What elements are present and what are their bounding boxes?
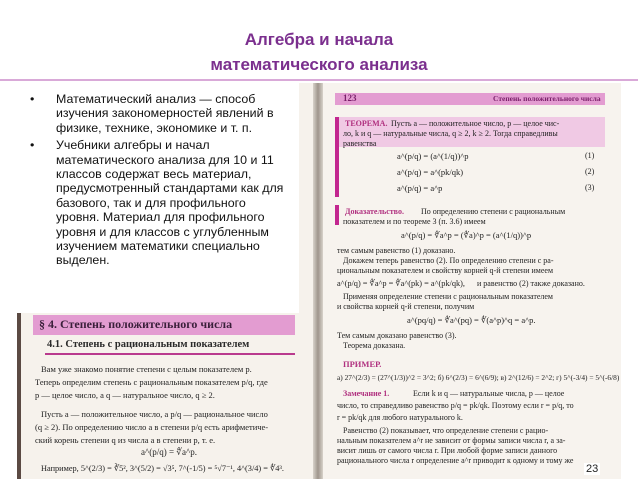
proof-text-6: и равенство (2) также доказано. bbox=[477, 279, 585, 288]
proof-text-7: Применяя определение степени с рациональным показателем bbox=[343, 292, 553, 301]
formula-2: a^(p/q) = a^(pk/qk) bbox=[397, 167, 464, 177]
proof-text-9: Тем самым доказано равенство (3). bbox=[337, 331, 457, 340]
bullet-icon: • bbox=[30, 92, 35, 106]
remark-text-4: Равенство (2) показывает, что определение степени с рацио- bbox=[343, 426, 549, 435]
left-text-3: p — целое число, а q — натуральное число, q ≥ 2. bbox=[35, 390, 215, 400]
proof-text-3: тем самым равенство (1) доказано. bbox=[337, 246, 456, 255]
formula-1: a^(p/q) = (a^(1/q))^p bbox=[397, 151, 469, 161]
bullet-item bbox=[30, 138, 292, 268]
example-line: а) 27^(2/3) = (27^(1/3))^2 = 3^2; б) 6^(2/3) = 6^(6/9); в) 2^(12/6) = 2^2; г) 5^(-3/4) = 5^(-6/8) bbox=[337, 373, 620, 382]
theorem-text-1: Пусть a — положительное число, p — целое чис- bbox=[391, 119, 560, 128]
eq-no-2: (2) bbox=[585, 167, 595, 176]
remark-text-7: рационального числа r определение a^r приводит к одному и тому же bbox=[337, 456, 574, 465]
remark-text-1: Если k и q — натуральные числа, p — целое bbox=[413, 389, 565, 398]
proof-formula-2: a^(p/q) = ∜a^p = ∜a^(pk) = a^(pk/qk), bbox=[337, 279, 465, 288]
remark-text-2: число, то справедливо равенство p/q = pk/qk. Поэтому если r = p/q, то bbox=[337, 401, 574, 410]
proof-formula-1: a^(p/q) = ∜a^p = (∜a)^p = (a^(1/q))^p bbox=[401, 230, 532, 240]
remark-text-6: висит лишь от самого числа r. При любой форме записи данного bbox=[337, 446, 558, 455]
example-label: ПРИМЕР. bbox=[343, 359, 382, 369]
left-text-2: Теперь определим степень с рациональным показателем p/q, где bbox=[35, 377, 268, 387]
left-text-6: ский корень степени q из числа a в степени p, т. е. bbox=[35, 435, 216, 445]
slide-page-number: 23 bbox=[586, 463, 599, 475]
formula-3: a^(p/q) = a^p bbox=[397, 183, 443, 193]
book-spine bbox=[313, 83, 323, 479]
right-page-number: 123 bbox=[343, 93, 357, 103]
running-head: Степень положительного числа bbox=[493, 94, 601, 103]
proof-text-5: циональным показателем и свойству корней q-й степени имеем bbox=[337, 266, 554, 275]
bullet-list bbox=[30, 92, 292, 271]
proof-text-8: и свойства корней q-й степени, получим bbox=[337, 302, 475, 311]
title-divider bbox=[0, 79, 638, 81]
proof-text-4: Докажем теперь равенство (2). По определению степени с ра- bbox=[343, 256, 554, 265]
proof-text-2: показателем и по теореме 3 (п. 3.6) имеем bbox=[343, 217, 486, 226]
definition-formula: a^(p/q) = ∜a^p. bbox=[141, 447, 197, 457]
slide-title-line-2: математического анализа bbox=[210, 55, 428, 74]
remark-text-5: нальным показателем a^r не зависит от формы записи числа r, а за- bbox=[337, 436, 566, 445]
bullet-item bbox=[30, 92, 292, 135]
bullet-icon: • bbox=[30, 138, 35, 153]
theorem-text-3: равенства bbox=[343, 139, 377, 148]
left-example: Например, 5^(2/3) = ∛5², 3^(5/2) = √3⁵, 7^(-1/5) = ⁵√7⁻¹, 4^(3/4) = ∜4³. bbox=[41, 464, 284, 473]
theorem-label: ТЕОРЕМА. bbox=[345, 119, 388, 128]
proof-text-10: Теорема доказана. bbox=[343, 341, 406, 350]
eq-no-3: (3) bbox=[585, 183, 595, 192]
book-right-page bbox=[317, 83, 621, 479]
left-text-1: Вам уже знакомо понятие степени с целым показателем p. bbox=[41, 364, 252, 374]
proof-label: Доказательство. bbox=[345, 207, 404, 216]
subsection-title: 4.1. Степень с рациональным показателем bbox=[47, 339, 250, 350]
eq-no-1: (1) bbox=[585, 151, 595, 160]
bullet-text: Математический анализ — способ изучения закономерностей явлений в физике, технике, экономике и т. п. bbox=[56, 92, 274, 135]
section-title: § 4. Степень положительного числа bbox=[39, 317, 233, 331]
proof-text-1: По определению степени с рациональным bbox=[421, 207, 566, 216]
proof-sidebar bbox=[335, 205, 339, 225]
left-text-5: (q ≥ 2). По определению число a в степени p/q есть арифметиче- bbox=[35, 422, 269, 432]
remark-label: Замечание 1. bbox=[343, 389, 390, 398]
proof-formula-3: a^(pq/q) = ∜a^(pq) = ∜(a^p)^q = a^p. bbox=[407, 315, 536, 325]
theorem-text-2: ло, k и q — натуральные числа, q ≥ 2, k ≥ 2. Тогда справедливы bbox=[343, 129, 558, 138]
theorem-sidebar bbox=[335, 117, 339, 197]
remark-text-3: r = pk/qk для любого натурального k. bbox=[337, 413, 463, 422]
left-text-4: Пусть a — положительное число, а p/q — рациональное число bbox=[41, 409, 268, 419]
slide-title-line-1: Алгебра и начала bbox=[244, 30, 394, 49]
bullet-text: Учебники алгебры и начал математического анализа для 10 и 11 классов содержат весь материал, предусмотренный стандартами как для базового, так и для профильного уровня. Материал для профильного уровня и для классов с углубленным изучением математики специально выделен. bbox=[56, 138, 284, 268]
subsection-underline bbox=[45, 353, 295, 355]
